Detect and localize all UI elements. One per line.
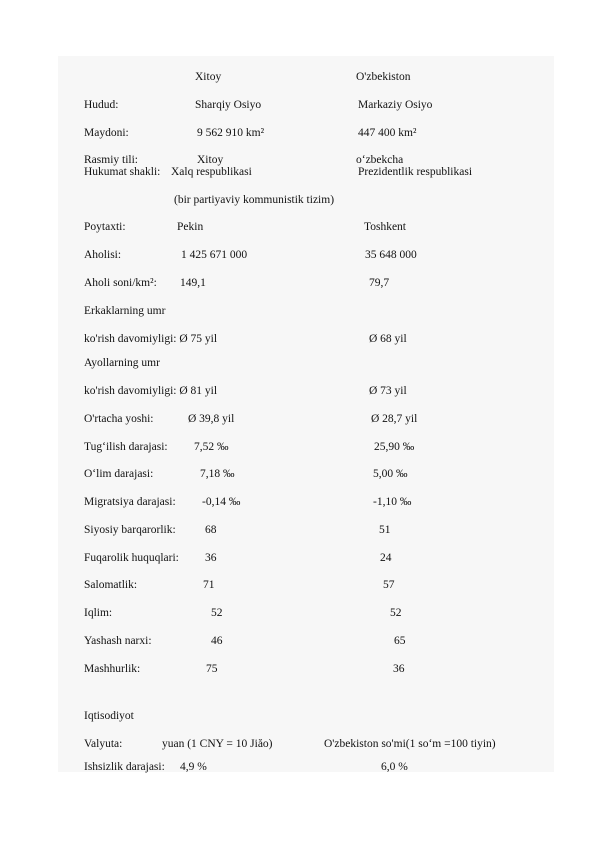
- row-value-1: Xalq respublikasi: [171, 166, 252, 178]
- row-label: Yashash narxi:: [84, 635, 152, 647]
- row-label: Poytaxti:: [84, 221, 126, 233]
- row-value-2: 35 648 000: [365, 249, 417, 261]
- row-value-1: -0,14 ‰: [202, 496, 241, 508]
- row-value-2: Prezidentlik respublikasi: [358, 166, 473, 178]
- row-value-2: Markaziy Osiyo: [358, 99, 433, 111]
- row-label: Hukumat shakli:: [84, 166, 161, 178]
- row-value-2: 36: [393, 663, 405, 675]
- section-heading-economy: Iqtisodiyot: [84, 710, 134, 722]
- row-label: Aholi soni/km²:: [84, 277, 157, 289]
- row-value-1: 46: [211, 635, 223, 647]
- row-value-2: 25,90 ‰: [374, 441, 415, 453]
- row-value-1: 7,52 ‰: [194, 441, 229, 453]
- row-label: Ayollarning umr: [84, 357, 160, 369]
- row-label: Tug‘ilish darajasi:: [84, 441, 168, 453]
- header-col-xitoy: Xitoy: [195, 71, 222, 83]
- row-value-2: 52: [390, 607, 402, 619]
- row-value-2: 6,0 %: [381, 761, 408, 773]
- row-label: ko'rish davomiyligi: Ø 81 yil: [84, 385, 218, 397]
- row-label: O‘lim darajasi:: [84, 468, 154, 480]
- row-value-2: 57: [383, 579, 395, 591]
- row-label: Migratsiya darajasi:: [84, 496, 176, 508]
- row-value-1: 71: [203, 579, 215, 591]
- row-value-2: Ø 28,7 yil: [371, 413, 418, 425]
- row-value-1: 7,18 ‰: [200, 468, 235, 480]
- row-value-1: 4,9 %: [180, 761, 207, 773]
- row-value-1: Sharqiy Osiyo: [195, 99, 262, 111]
- row-value-2: 24: [380, 552, 392, 564]
- row-value-1: Ø 39,8 yil: [188, 413, 235, 425]
- row-value-1: 9 562 910 km²: [197, 127, 265, 139]
- row-label: Mashhurlik:: [84, 663, 141, 675]
- row-label: Aholisi:: [84, 249, 122, 261]
- row-value-1: 149,1: [180, 277, 206, 289]
- row-label: ko'rish davomiyligi: Ø 75 yil: [84, 333, 218, 345]
- row-label: Maydoni:: [84, 127, 129, 139]
- row-label: Rasmiy tili:: [84, 154, 138, 166]
- row-value-2: Ø 73 yil: [369, 385, 407, 397]
- row-value-2: -1,10 ‰: [373, 496, 412, 508]
- row-value-2: Toshkent: [364, 221, 406, 233]
- row-label: Ishsizlik darajasi:: [84, 761, 165, 773]
- row-value-1: 52: [211, 607, 223, 619]
- row-value-2: Ø 68 yil: [369, 333, 407, 345]
- row-value-2: o‘zbekcha: [356, 154, 404, 166]
- row-label: O'rtacha yoshi:: [84, 413, 154, 425]
- row-value-1: (bir partiyaviy kommunistik tizim): [174, 194, 335, 206]
- row-label: Valyuta:: [84, 738, 123, 750]
- row-label: Hudud:: [84, 99, 119, 111]
- row-value-1: yuan (1 CNY = 10 Jiăo): [162, 738, 273, 750]
- row-value-2: 65: [394, 635, 406, 647]
- row-value-1: 75: [206, 663, 218, 675]
- header-col-uzbekiston: O'zbekiston: [356, 71, 411, 83]
- row-value-2: 51: [379, 524, 391, 536]
- row-value-1: Xitoy: [197, 154, 224, 166]
- row-value-2: 447 400 km²: [358, 127, 417, 139]
- row-value-1: 1 425 671 000: [181, 249, 248, 261]
- row-label: Siyosiy barqarorlik:: [84, 524, 176, 536]
- row-value-2: O'zbekiston so'mi(1 so‘m =100 tiyin): [324, 738, 496, 750]
- row-value-1: Pekin: [177, 221, 204, 233]
- row-value-2: 79,7: [369, 277, 390, 289]
- row-value-1: 68: [205, 524, 217, 536]
- row-label: Iqlim:: [84, 607, 113, 619]
- row-label: Fuqarolik huquqlari:: [84, 552, 179, 564]
- row-label: Salomatlik:: [84, 579, 138, 591]
- row-value-2: 5,00 ‰: [373, 468, 408, 480]
- row-value-1: 36: [205, 552, 217, 564]
- row-label: Erkaklarning umr: [84, 305, 166, 317]
